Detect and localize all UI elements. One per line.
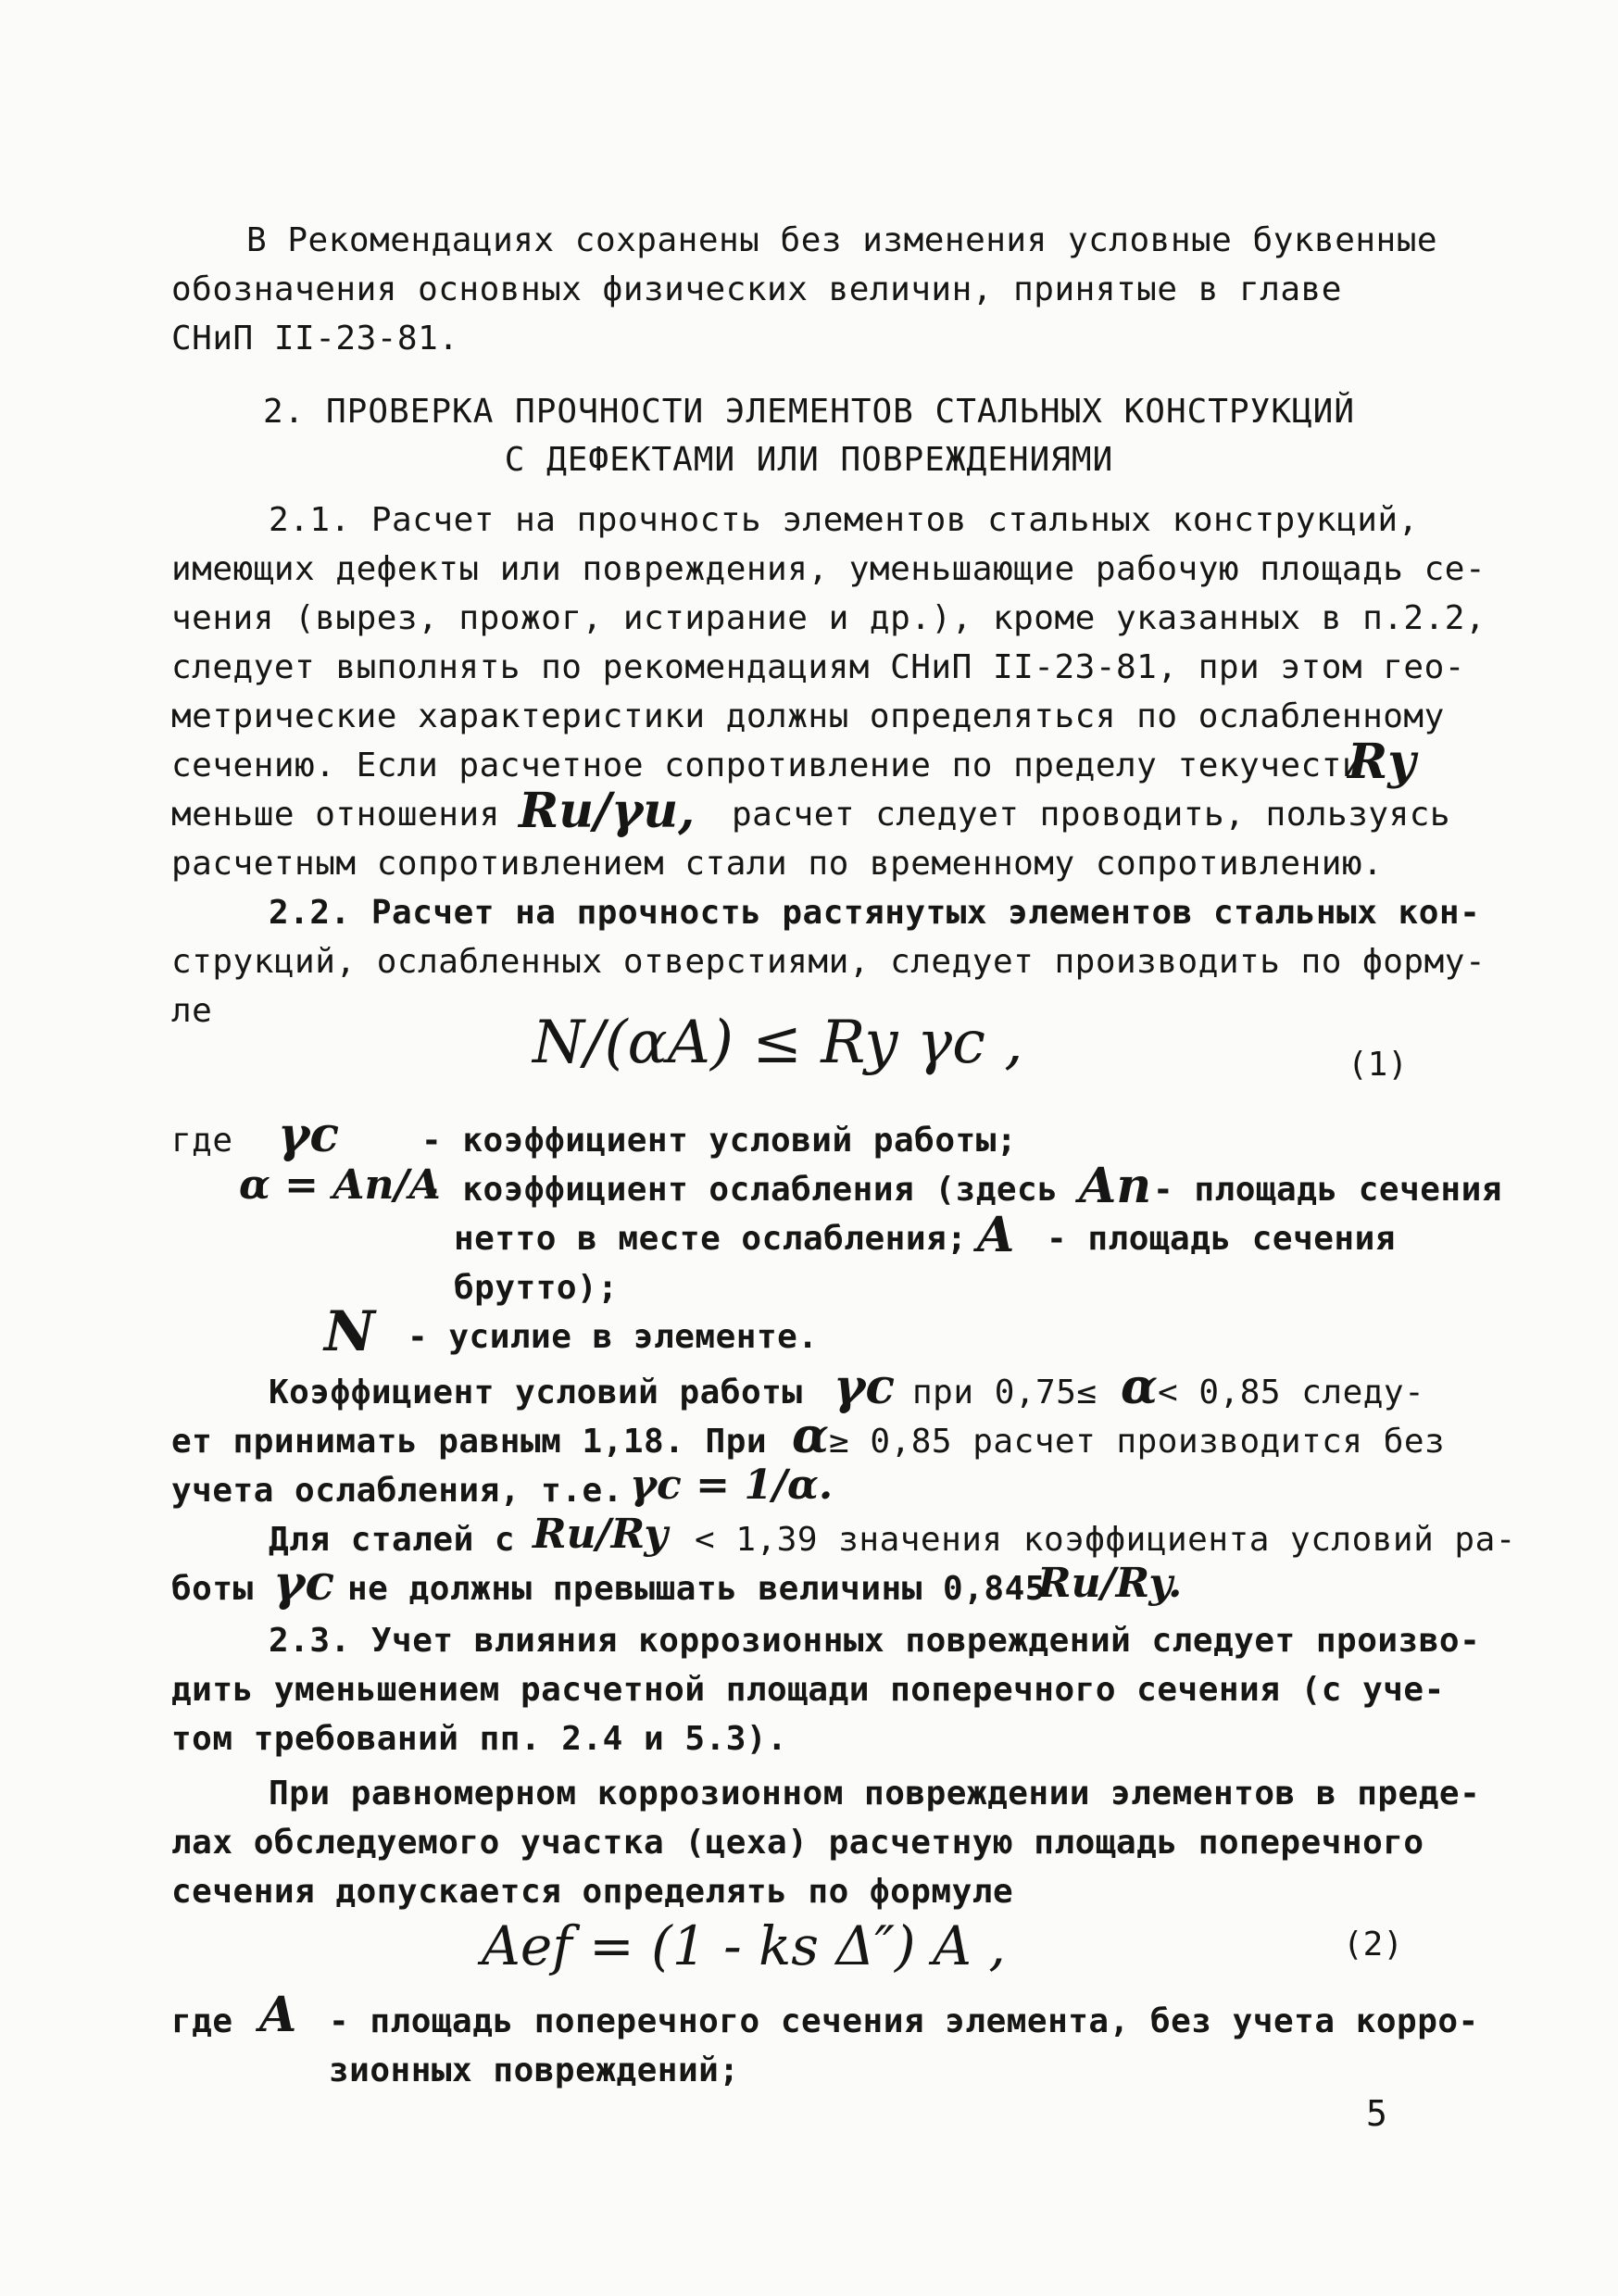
- where2-text-2: зионных повреждений;: [329, 2051, 740, 2089]
- formula-2: Aef = (1 - ks Δ″) A ,: [482, 1914, 1006, 1977]
- p22-line-3: ле: [171, 992, 213, 1030]
- where1-lead: где: [171, 1122, 233, 1160]
- coef-line-1b: при 0,75≤: [912, 1374, 1097, 1411]
- coef-line-2a: ет принимать равным 1,18. При: [171, 1423, 768, 1461]
- p21-line-1: 2.1. Расчет на прочность элементов стальных конструкций,: [269, 501, 1419, 539]
- p21-line-8: расчетным сопротивлением стали по временному сопротивлению.: [171, 845, 1384, 883]
- steel-line-1b: < 1,39 значения коэффициента условий ра-: [695, 1521, 1516, 1559]
- p21-line-4: следует выполнять по рекомендациям СНиП II-23-81, при этом гео-: [171, 648, 1465, 686]
- where1-alpha-text-1: - коэффициент ослабления (здесь: [421, 1171, 1059, 1209]
- coef-alpha-symbol-2: α: [792, 1408, 830, 1464]
- coef-alpha-symbol-1: α: [1121, 1359, 1159, 1415]
- p21-line-6: сечению. Если расчетное сопротивление по пределу текучести: [171, 747, 1363, 784]
- p21-line-2: имеющих дефекты или повреждения, уменьшающие рабочую площадь се-: [171, 550, 1486, 588]
- page-number: 5: [1366, 2093, 1387, 2134]
- where2-text-1: - площадь поперечного сечения элемента, без учета корро-: [329, 2002, 1479, 2040]
- formula-1-number: (1): [1348, 1046, 1409, 1084]
- coef-line-1c: < 0,85 следу-: [1158, 1374, 1425, 1411]
- where1-gamma-symbol: γc: [278, 1107, 339, 1163]
- steel-line-1a: Для сталей с: [269, 1521, 516, 1559]
- steel-gamma-symbol: γc: [273, 1555, 334, 1612]
- where1-a-symbol: A: [977, 1207, 1015, 1263]
- formula-1: N/(αA) ≤ Ry γc ,: [533, 1009, 1023, 1077]
- formula-2-number: (2): [1343, 1926, 1404, 1964]
- p21-line-5: метрические характеристики должны определяться по ослабленному: [171, 697, 1445, 735]
- p22-line-2: струкций, ослабленных отверстиями, следует производить по форму-: [171, 943, 1486, 981]
- coef-line-2b: ≥ 0,85 расчет производится без: [829, 1423, 1446, 1461]
- p21-line-3: чения (вырез, прожог, истирание и др.), кроме указанных в п.2.2,: [171, 599, 1486, 637]
- where1-gamma-text: - коэффициент условий работы;: [421, 1122, 1018, 1160]
- coef-line-3a: учета ослабления, т.е.: [171, 1472, 623, 1510]
- p23-line-2: дить уменьшением расчетной площади поперечного сечения (с уче-: [171, 1671, 1445, 1709]
- where1-n-symbol: N: [324, 1299, 375, 1364]
- where1-n-text: - усилие в элементе.: [408, 1318, 819, 1356]
- steel-line-2a: боты: [171, 1570, 254, 1608]
- intro-line-3: СНиП II-23-81.: [171, 320, 459, 358]
- where1-an-symbol: An: [1079, 1158, 1152, 1214]
- where1-alpha-text-1b: - площадь сечения: [1153, 1171, 1502, 1209]
- p23b-line-2: лах обследуемого участка (цеха) расчетную площадь поперечного: [171, 1824, 1424, 1862]
- where1-alpha-text-2b: - площадь сечения: [1047, 1220, 1396, 1258]
- steel-line-2b: не должны превышать величины 0,845: [347, 1570, 1046, 1608]
- p21-line-7b: расчет следует проводить, пользуясь: [732, 796, 1451, 834]
- intro-line-1: В Рекомендациях сохранены без изменения условные буквенные: [246, 221, 1438, 259]
- coef-line-1a: Коэффициент условий работы: [269, 1374, 803, 1411]
- section-title-line-2: С ДЕФЕКТАМИ ИЛИ ПОВРЕЖДЕНИЯМИ: [504, 441, 1114, 479]
- where1-alpha-text-3: брутто);: [454, 1269, 619, 1307]
- p21-ry-symbol: Rу: [1348, 734, 1417, 790]
- where2-lead: где: [171, 2002, 233, 2040]
- p22-line-1: 2.2. Расчет на прочность растянутых элементов стальных кон-: [269, 894, 1481, 932]
- coef-gamma-alpha: γc = 1/α.: [630, 1462, 834, 1509]
- p21-ratio-symbol: Ru/γu,: [519, 783, 696, 839]
- where1-alpha-text-2: нетто в месте ослабления;: [454, 1220, 968, 1258]
- where1-alpha-symbol: α = An/A: [239, 1161, 441, 1209]
- p21-line-7: меньше отношения: [171, 796, 500, 834]
- intro-line-2: обозначения основных физических величин, принятые в главе: [171, 270, 1342, 308]
- where2-a-symbol: A: [259, 1987, 297, 2043]
- p23-line-3: том требований пп. 2.4 и 5.3).: [171, 1720, 788, 1758]
- p23b-line-1: При равномерном коррозионном повреждении элементов в преде-: [269, 1775, 1481, 1813]
- coef-gamma-symbol: γc: [834, 1359, 895, 1415]
- steel-ratio-symbol-2: Ru/Ry.: [1037, 1560, 1183, 1607]
- section-title-line-1: 2. ПРОВЕРКА ПРОЧНОСТИ ЭЛЕМЕНТОВ СТАЛЬНЫХ КОНСТРУКЦИЙ: [262, 393, 1356, 431]
- steel-ratio-symbol-1: Ru/Ry: [533, 1511, 668, 1558]
- p23b-line-3: сечения допускается определять по формуле: [171, 1873, 1014, 1911]
- p23-line-1: 2.3. Учет влияния коррозионных повреждений следует произво-: [269, 1622, 1481, 1660]
